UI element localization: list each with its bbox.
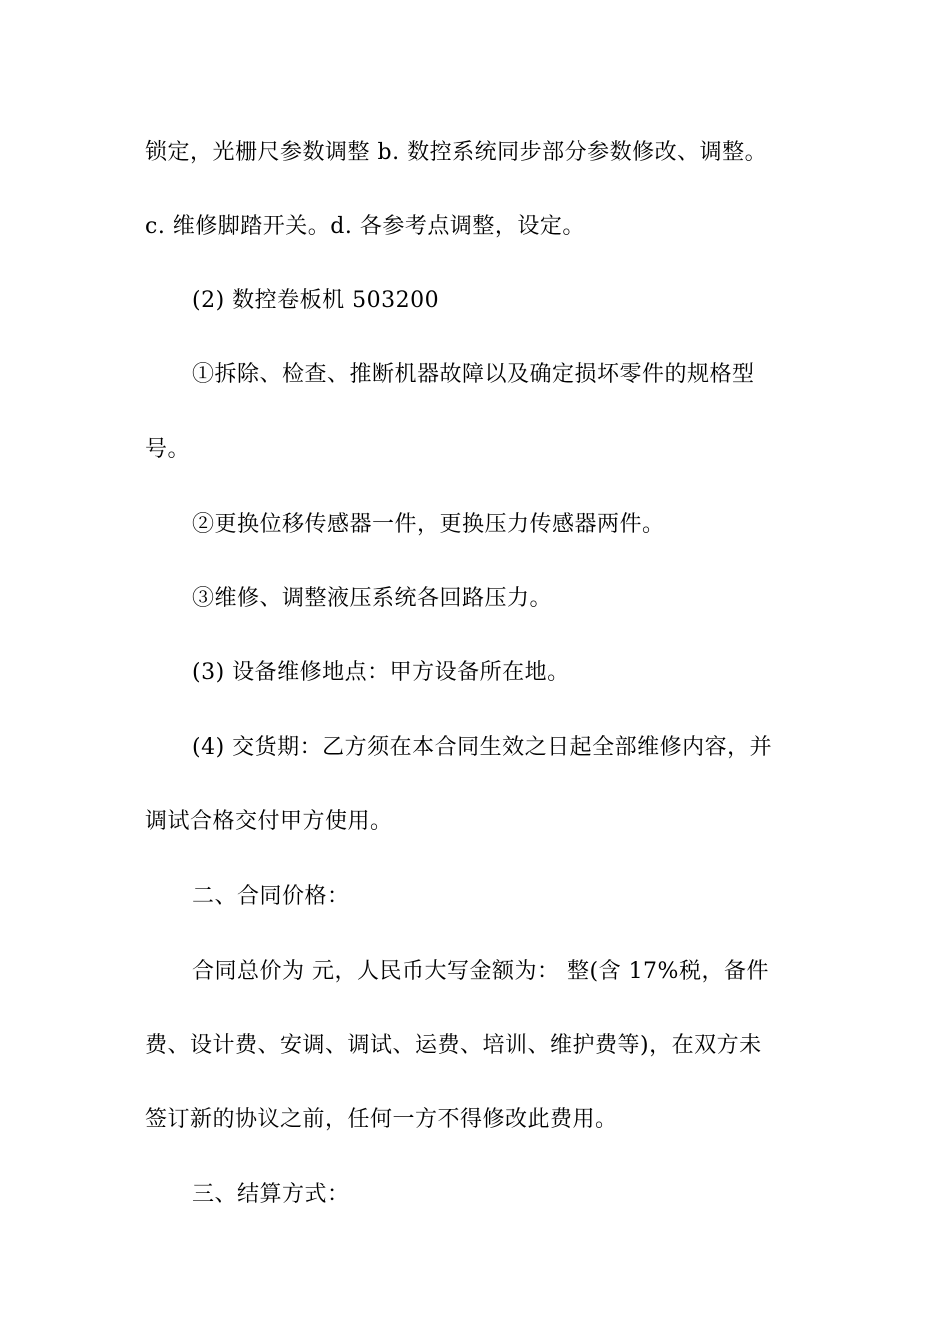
section-heading-settlement: 三、结算方式： xyxy=(192,1182,350,1207)
text-line-1: 锁定，光栅尺参数调整 b. 数控系统同步部分参数修改、调整。 xyxy=(145,140,768,165)
text-line-7: ③维修、调整液压系统各回路压力。 xyxy=(192,586,553,611)
text-line-12: 合同总价为 元，人民币大写金额为： 整(含 17%税，备件 xyxy=(192,959,769,984)
text-line-3: (2) 数控卷板机 503200 xyxy=(192,288,440,313)
text-line-8: (3) 设备维修地点：甲方设备所在地。 xyxy=(192,660,570,685)
text-line-13: 费、设计费、安调、调试、运费、培训、维护费等)，在双方未 xyxy=(145,1033,762,1058)
text-line-5: 号。 xyxy=(145,437,191,462)
text-line-9: (4) 交货期：乙方须在本合同生效之日起全部维修内容，并 xyxy=(192,735,773,760)
text-line-14: 签订新的协议之前，任何一方不得修改此费用。 xyxy=(145,1107,618,1132)
text-line-2: c. 维修脚踏开关。d. 各参考点调整，设定。 xyxy=(145,214,585,239)
text-line-6: ②更换位移传感器一件，更换压力传感器两件。 xyxy=(192,512,665,537)
section-heading-price: 二、合同价格： xyxy=(192,884,350,909)
text-line-10: 调试合格交付甲方使用。 xyxy=(145,809,393,834)
text-line-4: ①拆除、检查、推断机器故障以及确定损坏零件的规格型 xyxy=(192,362,755,387)
